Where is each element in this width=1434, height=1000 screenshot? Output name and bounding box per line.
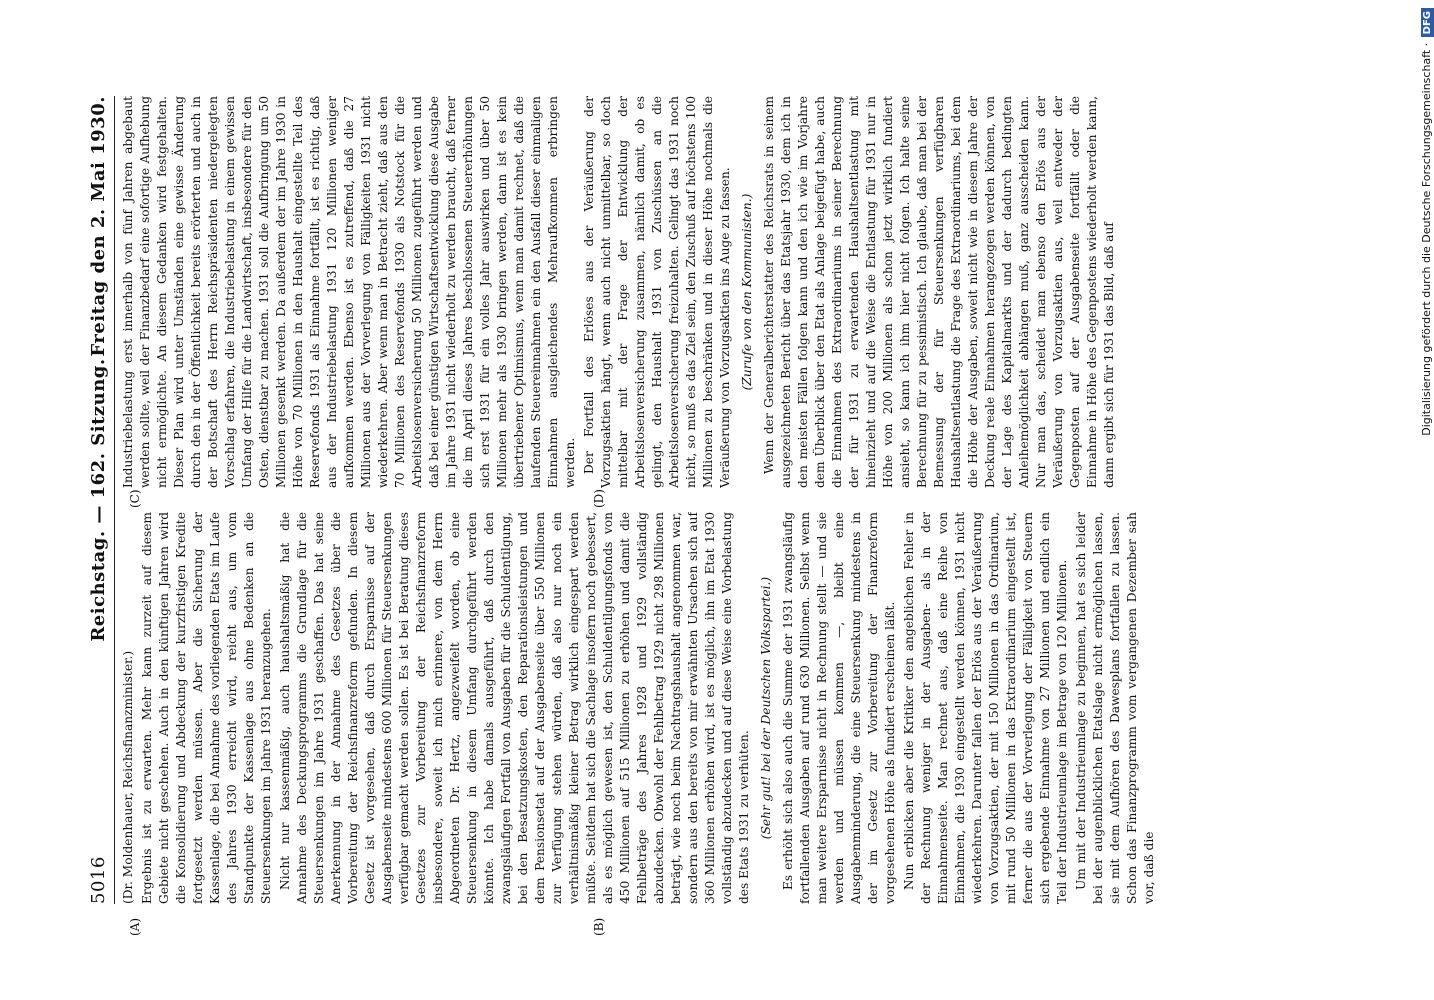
credit-line [1418,0,1434,1000]
interjection: (Zurufe von den Kommunisten.) [740,193,754,391]
rotated-page-content [80,90,1330,936]
paragraph: Um mit der Industrieumlage zu beginnen, hat es sich leider bei der augenblicklichen Etatslage nicht ermöglichen lassen, sie mit dem Aufhören des Dawesplans fortfallen zu lassen. Schon das Finanzprogramm vom vergangenen Dezember sah vor, daß die [1074,512,1156,904]
interjection: (Sehr gut! bei der Deutschen Volkspartei.) [759,576,773,840]
margin-mark-b: (B) [592,917,606,936]
margin-mark-a: (A) [128,917,142,936]
left-column [120,512,1325,904]
digitization-credit [1418,0,1434,1000]
paragraph: Industriebelastung erst innerhalb von fünf Jahren abgebaut werden sollte, weil der Finanzbedarf eine sofortige Aufhebung nicht ermöglichte. An diesem Gedanken wird festgehalten. Dieser Plan wird unter Umständen eine gewisse Änderung durch den in der Öffentlichkeit bereits erörterten und auch in der Botschaft des Herrn Reichspräsidenten niedergelegten Vorschlag erfahren, die Industriebelastung in einem gewissen Umfang der Hilfe für die Landwirtschaft, insbesondere für den Osten, dienstbar zu machen. 1931 soll die Aufbringung um 50 Millionen gesenkt werden. Da außerdem der im Jahre 1930 in Höhe von 70 Millionen in den Haushalt eingestellte Teil des Reservefonds 1931 als Einnahme fortfällt, ist es richtig, daß aus der Industriebelastung 1931 120 Millionen weniger aufkommen werden. Ebenso ist es zutreffend, daß die 27 Millionen aus der Vorverlegung von Fälligkeiten 1931 nicht wiederkehren. Aber wenn man in Betracht zieht, daß aus den 70 Millionen des Reservefonds 1930 als Notstock für die Arbeitslosenversicherung 50 Millionen zugeführt werden und daß bei einer günstigen Wirtschaftsentwicklung diese Ausgabe im Jahre 1931 nicht wiederholt zu werden braucht, daß ferner die im April dieses Jahres beschlossenen Steuererhöhungen sich erst 1931 für ein volles Jahr auswirken und über 50 Millionen mehr als 1930 bringen werden, dann ist es kein übertriebener Optimismus, wenn man damit rechnet, daß die laufenden Steuereinnahmen ein den Ausfall dieser einmaligen Einnahmen ausgleichendes Mehraufkommen erbringen werden. [121,96,577,488]
paragraph: Nun erblicken aber die Kritiker den angeblichen Fehler in der Rechnung weniger in der Ausgaben- als in der Einnahmenseite. Man rechnet aus, daß eine Reihe von Einnahmen, die 1930 eingestellt werden können, 1931 nicht wiederkehren. Darunter fallen der Erlös aus der Veräußerung von Vorzugsaktien, der mit 150 Millionen in das Ordinarium, mit rund 50 Millionen in das Extraordinarium eingestellt ist, ferner die aus der Vorverlegung der Fälligkeit von Steuern sich ergebende Einnahme von 27 Millionen und endlich ein Teil der Industrieumlage im Betrage von 120 Millionen. [902,512,1069,904]
dfg-logo: DFG [1421,8,1434,37]
margin-mark-d: (D) [592,489,606,508]
paragraph: Wenn der Generalberichterstatter des Reichsrats in seinem ausgezeichneten Bericht über das Etatsjahr 1930, dem ich in den meisten Fällen folgen kann und den ich wie im Vorjahre dem Überblick über den Etat als Anlage beigefügt habe, auch die Einnahmen des Extraordinariums in seiner Berechnung der für 1931 zu erwartenden Haushaltsentlastung mit hineinzieht und auf die Weise die Entlastung für 1931 nur in Höhe von 200 Millionen als schon jetzt wirklich fundiert ansieht, so kann ich ihm hier nicht folgen. Ich halte seine Berechnung für zu pessimistisch. Ich glaube, daß man bei der Bemessung der für Steuersenkungen verfügbaren Haushaltsentlastung die Frage des Extraordinariums, bei dem die Höhe der Ausgaben, soweit nicht wie in diesem Jahre der Deckung reale Einnahmen herangezogen werden können, von der Lage des Kapitalmarkts und der dadurch bedingten Anleihemöglichkeit abhängen muß, ganz ausscheiden kann. Nur man das, scheidet man ebenso den Erlös aus der Veräußerung von Vorzugsaktien aus, weil entweder der Gegenposten auf der Ausgabenseite fortfällt oder die Einnahme in Höhe des Gegenpostens wiederholt werden kann, dann ergibt sich für 1931 das Bild, daß auf [762,96,1116,488]
page-number: 5016 [88,856,109,904]
running-header [80,96,114,904]
speaker-line: (Dr. Moldenhauer, Reichsfinanzminister.) [121,650,135,904]
margin-mark-c: (C) [128,489,142,508]
paragraph: Der Fortfall des Erlöses aus der Veräußerung der Vorzugsaktien hängt, wenn auch nicht unmittelbar, so doch mittelbar mit der Frage der Entwicklung der Arbeitslosenversicherung zusammen, nämlich damit, ob es gelingt, den Haushalt 1931 von Zuschüssen an die Arbeitslosenversicherung freizuhalten. Gelingt das 1931 noch nicht, so muß es das Ziel sein, den Zuschuß auf höchstens 100 Millionen zu beschränken und in dieser Höhe nochmals die Veräußerung von Vorzugsaktien ins Auge zu fassen. [582,96,732,488]
header-title: Reichstag. — 162. Sitzung. [88,358,109,642]
paragraph: Es erhöht sich also auch die Summe der 1931 zwangsläufig fortfallenden Ausgaben auf rund 630 Millionen. Selbst wenn man weitere Ersparnisse nicht in Rechnung stellt — und sie werden und müssen kommen —, bleibt eine Ausgabenminderung, die eine Steuersenkung mindestens in der im Gesetz zur Vorbereitung der Finanzreform vorgesehenen Höhe als fundiert erscheinen läßt. [781,512,897,904]
right-column [120,96,1325,488]
paragraph: Ergebnis ist zu erwarten. Mehr kann zurzeit auf diesem Gebiete nicht geschehen. Auch in den künftigen Jahren wird die Konsolidierung und Abdeckung der kurzfristigen Kredite fortgesetzt werden müssen. Aber die Sicherung der Kassenlage, die bei Annahme des vorliegenden Etats im Laufe des Jahres 1930 erreicht wird, reicht aus, um vom Standpunkte der Kassenlage aus ohne Bedenken an die Steuersenkungen im Jahre 1931 heranzugehen. [140,512,273,904]
paragraph: Nicht nur kassenmäßig, auch haushaltsmäßig hat die Annahme des Deckungsprogramms die Grundlage für die Steuersenkungen im Jahre 1931 geschaffen. Das hat seine Anerkennung in der Annahme des Gesetzes über die Vorbereitung der Reichsfinanzreform gefunden. In diesem Gesetz ist vorgesehen, daß durch Ersparnisse auf der Ausgabenseite mindestens 600 Millionen für Steuersenkungen verfügbar gemacht werden sollen. Es ist bei Beratung dieses Gesetzes zur Vorbereitung der Reichsfinanzreform insbesondere, soweit ich mich erinnere, von dem Herrn Abgeordneten Dr. Hertz, angezweifelt worden, ob eine Steuersenkung in diesem Umfang durchgeführt werden könnte. Ich habe damals ausgeführt, daß durch den zwangsläufigen Fortfall von Ausgaben für die Schuldentilgung, bei den Besatzungskosten, den Reparationsleistungen und dem Pensionsetat auf der Ausgabenseite über 550 Millionen zur Verfügung stehen würden, daß also nur noch ein verhältnismäßig kleiner Betrag wirklich eingespart werden müßte. Seitdem hat sich die Sachlage insofern noch gebessert, als es möglich gewesen ist, den Schuldentilgungsfonds von 450 Millionen auf 515 Millionen zu erhöhen und damit die Fehlbeträge des Jahres 1928 und 1929 vollständig abzudecken. Obwohl der Fehlbetrag 1929 nicht 298 Millionen beträgt, wie noch beim Nachtragshaushalt angenommen war, sondern aus den bereits von mir erwähnten Ursachen sich auf 360 Millionen erhöhen wird, ist es möglich, ihn im Etat 1930 vollständig abzudecken und auf diese Weise eine Vorbelastung des Etats 1931 zu verhüten. [278,512,751,904]
header-date: Freitag den 2. Mai 1930. [88,96,109,357]
credit-text: Digitalisierung gefördert durch die Deutsche Forschungsgemeinschaft · [1420,42,1433,436]
header-rule [114,96,115,904]
